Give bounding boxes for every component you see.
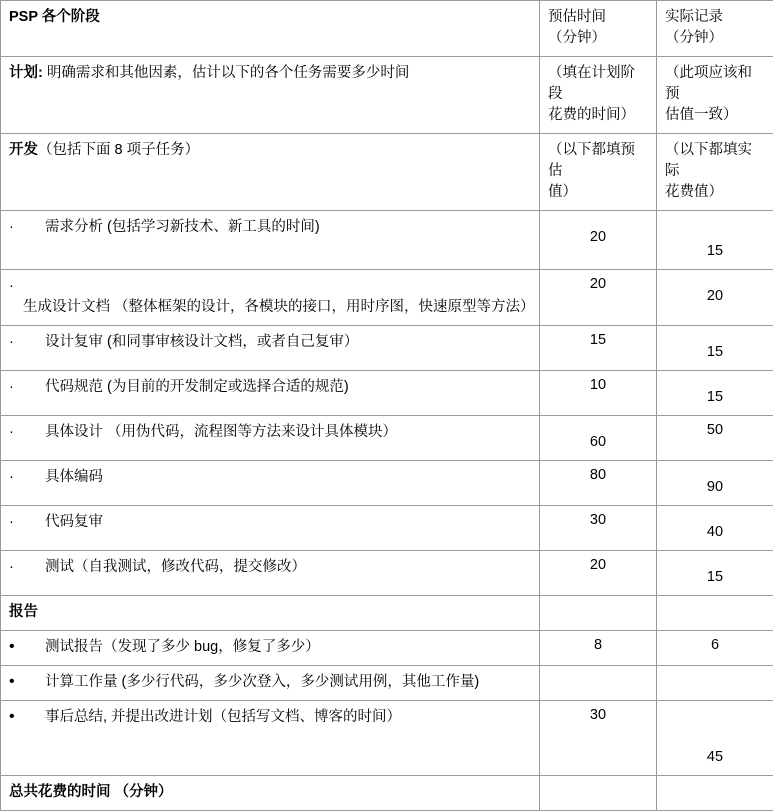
bullet-icon: · (9, 422, 31, 443)
table-row (1, 461, 773, 506)
estimate-value (540, 596, 657, 631)
total-actual-value (657, 776, 773, 811)
plan-actual-note-line1: （此项应该和预 (665, 63, 765, 105)
task-test-report (1, 631, 540, 666)
actual-value: 90 (657, 461, 773, 506)
table-row (1, 211, 773, 270)
table-row (1, 416, 773, 461)
task-label: 测试报告（发现了多少 bug，修复了多少） (31, 637, 320, 658)
task-label: 生成设计文档 （整体框架的设计，各模块的接口，用时序图，快速原型等方法） (9, 297, 531, 318)
plan-estimate-note (540, 57, 657, 134)
task-label: 具体设计 （用伪代码，流程图等方法来设计具体模块） (31, 422, 397, 443)
table-row (1, 506, 773, 551)
actual-value: 40 (657, 506, 773, 551)
header-task-column: PSP 各个阶段 (1, 1, 540, 57)
task-coding (1, 461, 540, 506)
plan-label: 计划: (9, 65, 43, 81)
plan-task-cell (1, 57, 540, 134)
task-requirement-analysis (1, 211, 540, 270)
estimate-value: 60 (540, 416, 657, 461)
table-row (1, 666, 773, 701)
bullet-icon: • (9, 672, 31, 691)
table-row-total (1, 776, 773, 811)
development-description: （包括下面 8 项子任务） (38, 142, 199, 158)
bullet-icon: · (9, 512, 31, 533)
total-estimate-value (540, 776, 657, 811)
estimate-value: 20 (540, 270, 657, 326)
development-actual-note-line2: 花费值） (665, 182, 765, 203)
bullet-icon: · (9, 276, 31, 297)
task-label: 设计复审 (和同事审核设计文档，或者自己复审） (31, 332, 358, 353)
table-row (1, 701, 773, 776)
table-row-development (1, 134, 773, 211)
estimate-value: 8 (540, 631, 657, 666)
development-label: 开发 (9, 142, 38, 158)
estimate-value: 10 (540, 371, 657, 416)
plan-estimate-note-line1: （填在计划阶段 (548, 63, 648, 105)
task-label: 事后总结, 并提出改进计划（包括写文档、博客的时间） (31, 707, 401, 728)
task-label: 需求分析 (包括学习新技术、新工具的时间) (31, 217, 320, 238)
estimate-value: 20 (540, 551, 657, 596)
table-row-report-section (1, 596, 773, 631)
estimate-value: 15 (540, 326, 657, 371)
estimate-value (540, 666, 657, 701)
bullet-icon: • (9, 637, 31, 656)
bullet-icon: · (9, 217, 31, 238)
table-row (1, 270, 773, 326)
task-design-review (1, 326, 540, 371)
header-actual-line1: 实际记录 (665, 7, 765, 28)
actual-value: 15 (657, 371, 773, 416)
actual-value: 50 (657, 416, 773, 461)
table-row (1, 371, 773, 416)
estimate-value: 80 (540, 461, 657, 506)
development-estimate-note (540, 134, 657, 211)
task-detailed-design (1, 416, 540, 461)
task-label: 代码复审 (31, 512, 103, 533)
task-testing (1, 551, 540, 596)
task-workload-calculation (1, 666, 540, 701)
task-retrospective (1, 701, 540, 776)
task-design-document (1, 270, 540, 326)
estimate-value: 30 (540, 506, 657, 551)
plan-description: 明确需求和其他因素，估计以下的各个任务需要多少时间 (43, 65, 410, 81)
development-task-cell (1, 134, 540, 211)
header-actual-column (657, 1, 773, 57)
table-row (1, 551, 773, 596)
bullet-icon: • (9, 707, 31, 726)
bullet-icon: · (9, 377, 31, 398)
actual-value: 15 (657, 551, 773, 596)
header-estimate-line2: （分钟） (548, 28, 648, 49)
table-row (1, 631, 773, 666)
actual-value: 6 (657, 631, 773, 666)
table-row (1, 326, 773, 371)
plan-actual-note (657, 57, 773, 134)
plan-actual-note-line2: 估值一致） (665, 105, 765, 126)
task-label: 计算工作量 (多少行代码，多少次登入，多少测试用例，其他工作量) (31, 672, 479, 693)
task-label: 测试（自我测试，修改代码，提交修改） (31, 557, 306, 578)
actual-value: 45 (657, 701, 773, 776)
bullet-icon: · (9, 557, 31, 578)
table-row-plan (1, 57, 773, 134)
estimate-value: 30 (540, 701, 657, 776)
total-label: 总共花费的时间 （分钟） (1, 776, 540, 811)
actual-value: 20 (657, 270, 773, 326)
development-actual-note (657, 134, 773, 211)
bullet-icon: · (9, 467, 31, 488)
bullet-icon: · (9, 332, 31, 353)
development-estimate-note-line2: 值） (548, 182, 648, 203)
table-header-row (1, 1, 773, 57)
header-estimate-line1: 预估时间 (548, 7, 648, 28)
actual-value (657, 596, 773, 631)
plan-estimate-note-line2: 花费的时间） (548, 105, 648, 126)
actual-value (657, 666, 773, 701)
actual-value: 15 (657, 326, 773, 371)
header-estimate-column (540, 1, 657, 57)
task-code-review (1, 506, 540, 551)
task-coding-standard (1, 371, 540, 416)
estimate-value: 20 (540, 211, 657, 270)
task-label: 具体编码 (31, 467, 103, 488)
section-report-label: 报告 (1, 596, 540, 631)
header-actual-line2: （分钟） (665, 28, 765, 49)
actual-value: 15 (657, 211, 773, 270)
development-estimate-note-line1: （以下都填预估 (548, 140, 648, 182)
task-label: 代码规范 (为目前的开发制定或选择合适的规范) (31, 377, 349, 398)
development-actual-note-line1: （以下都填实际 (665, 140, 765, 182)
